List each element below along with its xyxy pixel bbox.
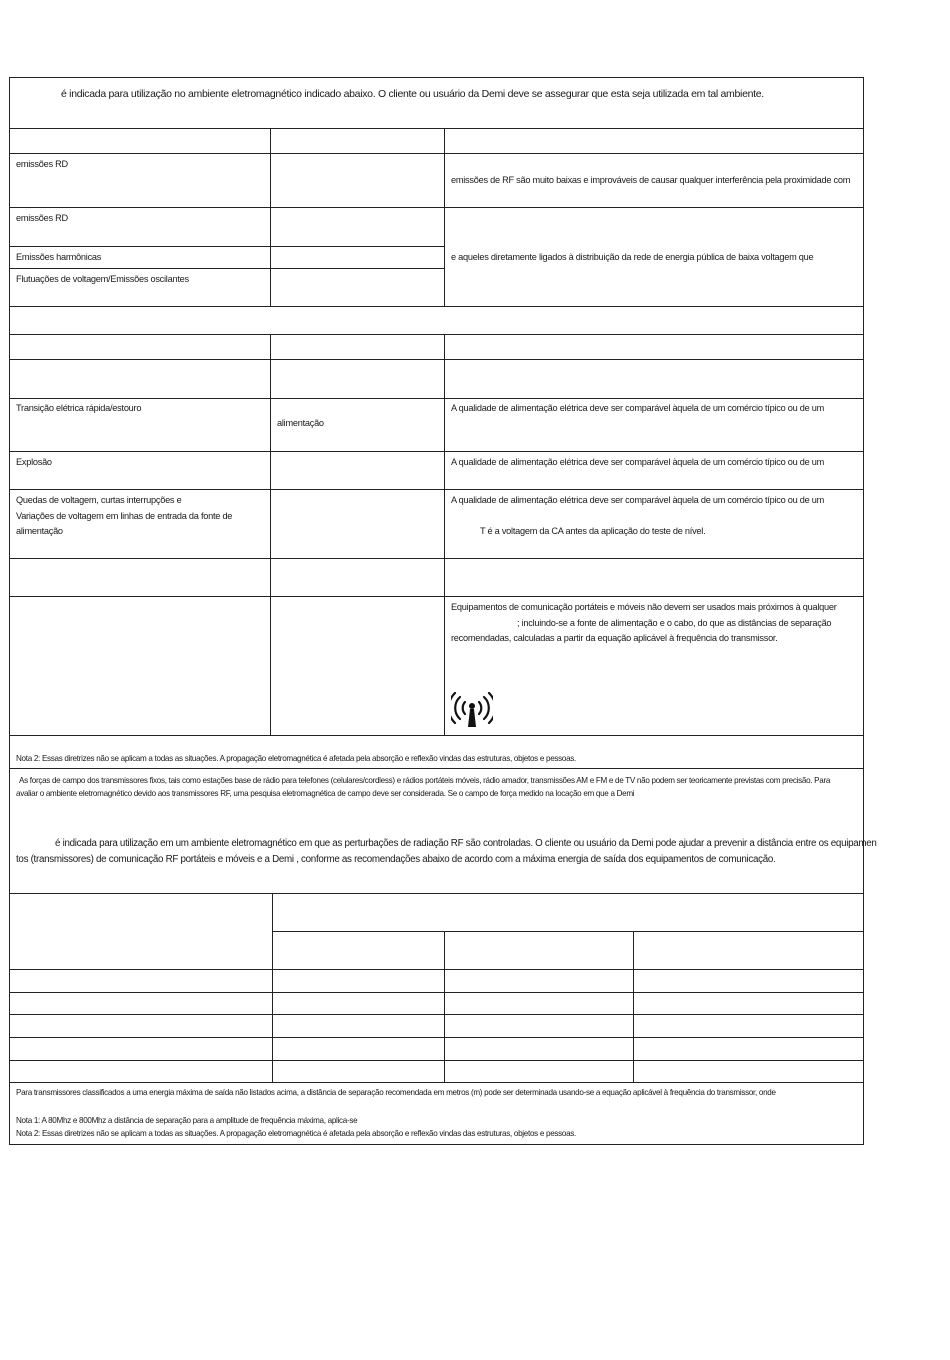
emissions-row-label: emissões RD (16, 213, 68, 223)
immunity-row-label: Transição elétrica rápida/estouro (16, 403, 142, 413)
separation-intro-line: tos (transmissores) de comunicação RF portáteis e móveis e a Demi , conforme as recomendações abaixo de acordo com a máxima energia de saída dos equipamentos de comunicação. (16, 854, 776, 865)
immunity-footnote-line: As forças de campo dos transmissores fixos, tais como estações base de rádio para telefones (celulares/cordless) e rádios portáteis móveis, rádio amador, transmissões AM e FM e de TV não podem ser teoricamente previstas com precisão. Para (19, 776, 831, 785)
immunity-row-guidance: A qualidade de alimentação elétrica deve ser comparável àquela de um comércio típico ou de um (451, 495, 825, 505)
immunity-row-label: Explosão (16, 457, 52, 467)
immunity-row-guidance: A qualidade de alimentação elétrica deve ser comparável àquela de um comércio típico ou de um (451, 457, 825, 467)
immunity-row-level: alimentação (277, 418, 324, 428)
emissions-intro: é indicada para utilização no ambiente eletromagnético indicado abaixo. O cliente ou usuário da Demi deve se assegurar que esta seja utilizada em tal ambiente. (61, 88, 764, 100)
emissions-row-label: emissões RD (16, 159, 68, 169)
separation-intro-line: é indicada para utilização em um ambiente eletromagnético em que as perturbações de radiação RF são controladas. O cliente ou usuário da Demi pode ajudar a prevenir a distância entre os equipamen (55, 838, 877, 849)
emissions-row-label: Flutuações de voltagem/Emissões oscilantes (16, 274, 189, 284)
emissions-merged-guidance: e aqueles diretamente ligados à distribuição da rede de energia pública de baixa voltagem que (451, 252, 814, 262)
emissions-row-label: Emissões harmônicas (16, 252, 102, 262)
immunity-row-label-line: Quedas de voltagem, curtas interrupções e (16, 495, 182, 505)
rf-guidance-line: recomendadas, calculadas a partir da equação aplicável à frequência do transmissor. (451, 633, 778, 643)
immunity-note2: Nota 2: Essas diretrizes não se aplicam a todas as situações. A propagação eletromagnética é afetada pela absorção e reflexão vindas das estruturas, objetos e pessoas. (16, 754, 576, 763)
immunity-row-guidance: A qualidade de alimentação elétrica deve ser comparável àquela de um comércio típico ou de um (451, 403, 825, 413)
emissions-row-guidance: emissões de RF são muito baixas e improváveis de causar qualquer interferência pela proximidade com (451, 175, 851, 185)
radio-transmitter-icon (451, 692, 493, 728)
immunity-footnote-line: avaliar o ambiente eletromagnético devido aos transmissores RF, uma pesquisa eletromagnética de campo deve ser considerada. Se o campo de força medido na locação em que a Demi (16, 789, 635, 798)
rf-guidance-line: Equipamentos de comunicação portáteis e móveis não devem ser usados mais próximos à qualquer (451, 602, 837, 612)
rf-guidance-line: ; incluindo-se a fonte de alimentação e o cabo, do que as distâncias de separação (517, 618, 832, 628)
separation-note-transmitters: Para transmissores classificados a uma energia máxima de saída não listados acima, a distância de separação recomendada em metros (m) pode ser determinada usando-se a equação aplicável à frequência do transmissor, onde (16, 1088, 776, 1097)
separation-note1: Nota 1: A 80Mhz e 800Mhz a distância de separação para a amplitude de frequência máxima, aplica-se (16, 1116, 358, 1125)
immunity-row-label-line: alimentação (16, 526, 63, 536)
separation-note2: Nota 2: Essas diretrizes não se aplicam a todas as situações. A propagação eletromagnética é afetada pela absorção e reflexão vindas das estruturas, objetos e pessoas. (16, 1129, 576, 1138)
immunity-row-note: T é a voltagem da CA antes da aplicação do teste de nível. (480, 526, 706, 536)
immunity-row-label-line: Variações de voltagem em linhas de entrada da fonte de (16, 511, 233, 521)
